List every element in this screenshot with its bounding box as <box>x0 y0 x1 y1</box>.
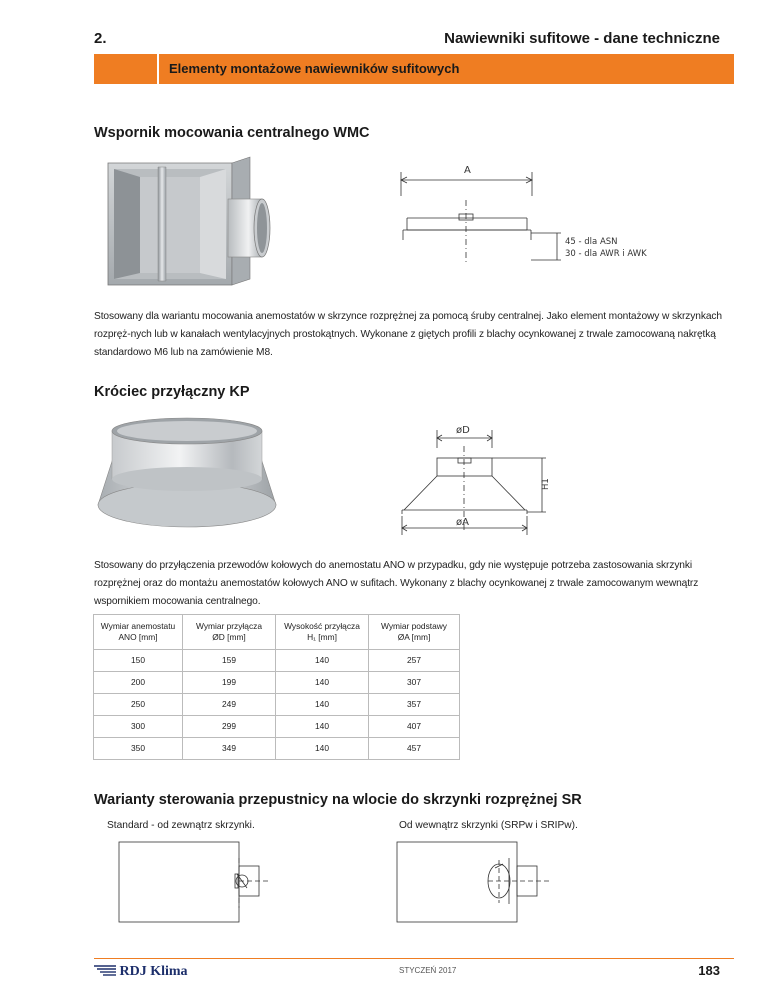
table-header-row <box>94 615 460 650</box>
table-cell: 257 <box>369 650 460 672</box>
wmc-note-awr: 30 - dla AWR i AWK <box>565 249 647 259</box>
table-cell: 457 <box>369 738 460 760</box>
wmc-drawing <box>395 160 660 265</box>
table-row <box>94 650 460 672</box>
col-header-d <box>183 615 276 650</box>
chapter-number: 2. <box>94 30 107 47</box>
kp-heading: Króciec przyłączny KP <box>94 384 250 400</box>
col-header-h-line2: H₁ [mm] <box>307 632 337 642</box>
table-cell: 159 <box>183 650 276 672</box>
section-bar-divider <box>157 54 159 84</box>
col-header-ano <box>94 615 183 650</box>
logo-text: RDJ Klima <box>119 964 188 979</box>
table-cell: 249 <box>183 694 276 716</box>
col-header-d-line2: ØD [mm] <box>212 632 246 642</box>
col-header-a-line2: ØA [mm] <box>397 632 431 642</box>
table-cell: 350 <box>94 738 183 760</box>
col-header-h <box>276 615 369 650</box>
table-cell: 307 <box>369 672 460 694</box>
logo-stripes-icon <box>94 964 116 976</box>
table-cell: 140 <box>276 738 369 760</box>
sr-caption-inside: Od wewnątrz skrzynki (SRPw i SRIPw). <box>399 820 578 831</box>
table-cell: 140 <box>276 694 369 716</box>
table-cell: 200 <box>94 672 183 694</box>
col-header-ano-line2: ANO [mm] <box>118 632 158 642</box>
sr-heading: Warianty sterowania przepustnicy na wlocie do skrzynki rozprężnej SR <box>94 792 582 808</box>
kp-photo <box>90 415 280 540</box>
table-row <box>94 738 460 760</box>
sr-caption-standard: Standard - od zewnątrz skrzynki. <box>107 820 255 831</box>
table-cell: 299 <box>183 716 276 738</box>
wmc-heading: Wspornik mocowania centralnego WMC <box>94 125 370 141</box>
table-row <box>94 694 460 716</box>
table-cell: 140 <box>276 716 369 738</box>
page-number: 183 <box>698 963 720 978</box>
table-cell: 140 <box>276 650 369 672</box>
kp-dimensions-table <box>93 614 460 760</box>
table-row <box>94 672 460 694</box>
table-cell: 250 <box>94 694 183 716</box>
document-title: Nawiewniki sufitowe - dane techniczne <box>444 30 720 47</box>
wmc-description: Stosowany dla wariantu mocowania anemostatów w skrzynce rozprężnej za pomocą śruby centralnej. Jako element montażowy w skrzynkach rozpręż-nych lub w kanałach wentylacyjnych prostokątnych. Wykonane z giętych profili z blachy ocynkowanej z trwale zamocowaną nakrętką standardowo M6 lub na zamówienie M8. <box>94 311 722 358</box>
kp-drawing <box>390 420 570 535</box>
table-cell: 199 <box>183 672 276 694</box>
table-cell: 300 <box>94 716 183 738</box>
section-bar <box>94 54 734 84</box>
table-cell: 150 <box>94 650 183 672</box>
footer-logo <box>94 964 188 980</box>
kp-dim-h: H1 <box>541 478 551 490</box>
sr-inside-drawing <box>393 838 553 928</box>
footer-date: STYCZEŃ 2017 <box>399 966 457 975</box>
kp-description: Stosowany do przyłączenia przewodów kołowych do anemostatu ANO w przypadku, gdy nie występuje potrzeba zastosowania skrzynki rozprężnej oraz do montażu anemostatów kołowych ANO w sufitach. Wykonany z blachy ocynkowanej z trwale zamocowanym wewnątrz wspornikiem mocowania centralnego. <box>94 560 699 607</box>
col-header-a-line1: Wymiar podstawy <box>380 621 447 631</box>
sr-standard-drawing <box>115 838 275 928</box>
table-cell: 349 <box>183 738 276 760</box>
table-row <box>94 716 460 738</box>
table-cell: 357 <box>369 694 460 716</box>
col-header-d-line1: Wymiar przyłącza <box>195 621 262 631</box>
col-header-ano-line1: Wymiar anemostatu <box>100 621 176 631</box>
wmc-note-asn: 45 - dla ASN <box>565 237 618 247</box>
col-header-a <box>369 615 460 650</box>
kp-dim-a: øA <box>456 517 469 528</box>
table-cell: 140 <box>276 672 369 694</box>
wmc-dim-a: A <box>464 165 471 176</box>
wmc-photo <box>100 155 280 295</box>
footer-divider <box>94 958 734 959</box>
table-cell: 407 <box>369 716 460 738</box>
col-header-h-line1: Wysokość przyłącza <box>284 621 360 631</box>
kp-dim-d: øD <box>456 425 470 436</box>
section-bar-title: Elementy montażowe nawiewników sufitowych <box>169 61 460 76</box>
